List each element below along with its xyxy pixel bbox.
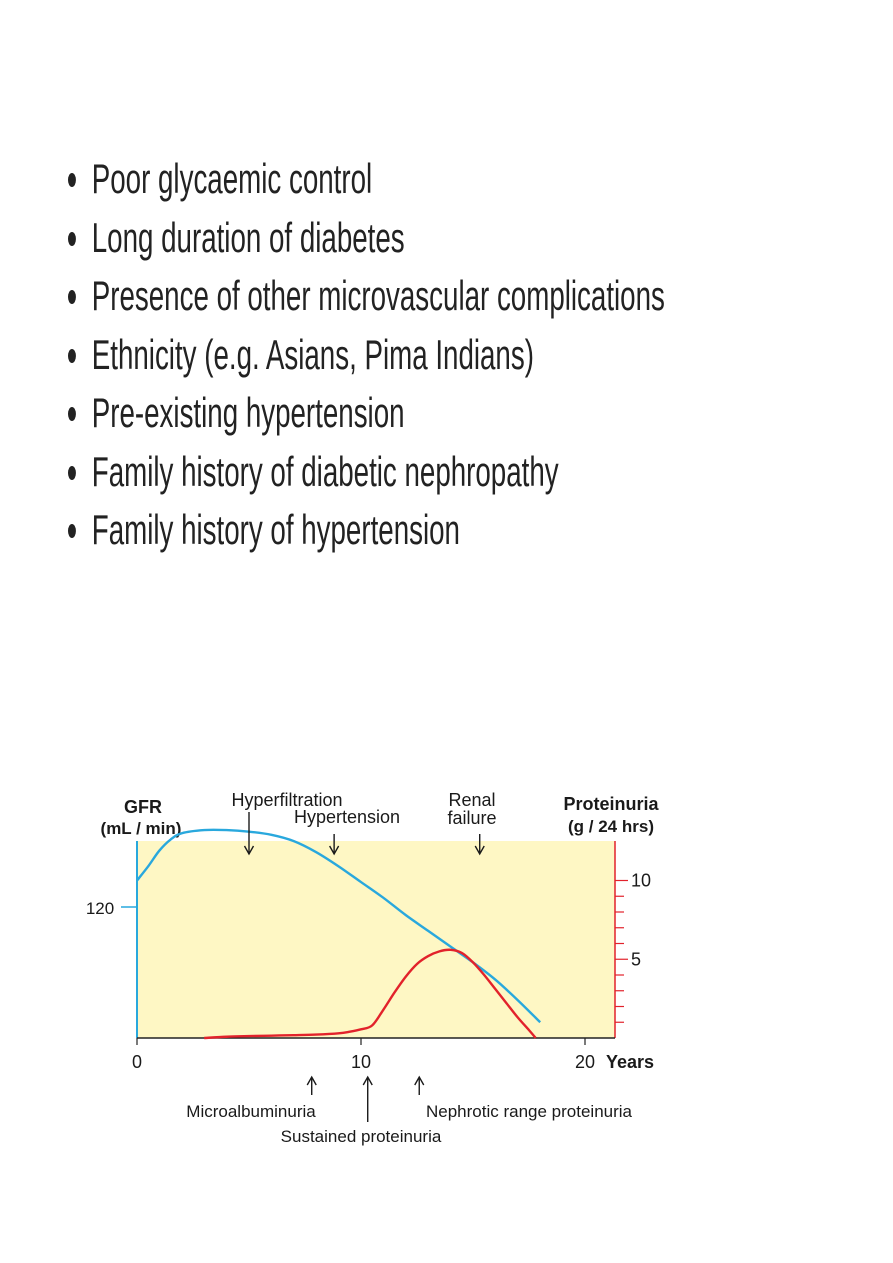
- risk-factor-text: Family history of diabetic nephropathy: [91, 447, 559, 495]
- annotation-renal: Renal: [448, 790, 496, 810]
- left-axis-unit: (mL / min): [100, 819, 182, 838]
- plot-area: [137, 841, 615, 1038]
- right-axis-tick-label: 5: [631, 949, 642, 970]
- risk-factor-text: Long duration of diabetes: [91, 213, 405, 261]
- annotation-microalbuminuria: Microalbuminuria: [186, 1102, 316, 1121]
- left-axis-tick-label: 120: [85, 899, 115, 918]
- annotation-hyperfiltration: Hyperfiltration: [231, 790, 343, 810]
- x-axis-label: Years: [606, 1052, 655, 1072]
- risk-factor-text: Presence of other microvascular complications: [91, 272, 665, 319]
- annotation-hypertension: Hypertension: [293, 807, 401, 827]
- risk-factor-text: Poor glycaemic control: [91, 155, 373, 202]
- right-axis-label: Proteinuria: [563, 794, 659, 814]
- x-tick-label: 20: [574, 1052, 596, 1072]
- right-axis-unit: (g / 24 hrs): [568, 817, 654, 836]
- x-tick-label: 0: [131, 1052, 143, 1072]
- annotation-nephrotic-range: Nephrotic range proteinuria: [425, 1102, 633, 1121]
- risk-factor-text: Family history of hypertension: [91, 506, 460, 553]
- left-axis-label: GFR: [124, 797, 162, 817]
- x-tick-label: 10: [350, 1052, 372, 1072]
- annotation-failure: failure: [447, 808, 497, 828]
- risk-factor-text: Pre-existing hypertension: [91, 389, 405, 436]
- right-axis-tick-label: 10: [631, 870, 652, 891]
- annotation-sustained-proteinuria: Sustained proteinuria: [280, 1127, 442, 1146]
- risk-factor-text: Ethnicity (e.g. Asians, Pima Indians): [91, 330, 534, 378]
